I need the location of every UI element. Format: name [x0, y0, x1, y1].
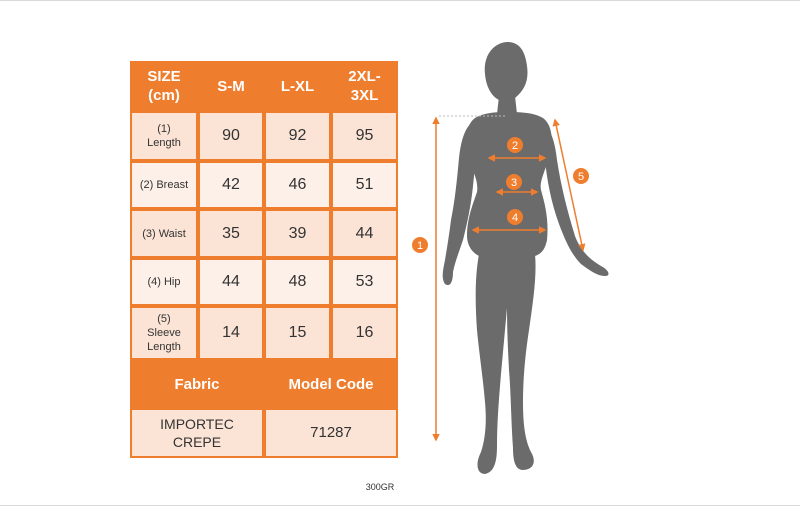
marker-5: [573, 168, 589, 184]
row-label-waist: (3) Waist: [130, 209, 198, 258]
marker-2-label: 2: [511, 140, 519, 152]
fabric-value: IMPORTEC CREPE: [130, 408, 264, 458]
value-hip-2xl-3xl: 53: [331, 258, 398, 306]
value-length-l-xl: 92: [264, 111, 331, 161]
row-label-length: (1) Length: [130, 111, 198, 161]
marker-4-label: 4: [511, 212, 519, 224]
value-breast-2xl-3xl: 51: [331, 161, 398, 209]
woman-silhouette: [443, 42, 609, 474]
model-code-value: 71287: [264, 408, 398, 458]
value-waist-2xl-3xl: 44: [331, 209, 398, 258]
marker-1: [412, 237, 428, 253]
value-sleeve-2xl-3xl: 16: [331, 306, 398, 360]
value-waist-s-m: 35: [198, 209, 264, 258]
marker-3-label: 3: [510, 177, 518, 189]
col-header-s-m: S-M: [198, 61, 264, 111]
col-header-l-xl: L-XL: [264, 61, 331, 111]
fabric-header: Fabric: [130, 360, 264, 408]
value-sleeve-l-xl: 15: [264, 306, 331, 360]
weight-caption: 300GR: [365, 482, 395, 492]
value-breast-s-m: 42: [198, 161, 264, 209]
value-length-s-m: 90: [198, 111, 264, 161]
marker-4: [507, 209, 523, 225]
marker-1-label: 1: [416, 240, 424, 252]
body-silhouette-diagram: [405, 40, 625, 480]
value-length-2xl-3xl: 95: [331, 111, 398, 161]
value-breast-l-xl: 46: [264, 161, 331, 209]
model-code-header: Model Code: [264, 360, 398, 408]
value-waist-l-xl: 39: [264, 209, 331, 258]
value-hip-s-m: 44: [198, 258, 264, 306]
col-header-2xl-3xl: 2XL- 3XL: [331, 61, 398, 111]
marker-2: [507, 137, 523, 153]
row-label-breast: (2) Breast: [130, 161, 198, 209]
value-hip-l-xl: 48: [264, 258, 331, 306]
bottom-border: [0, 505, 800, 506]
row-label-sleeve-length: (5) Sleeve Length: [130, 306, 198, 360]
size-chart-table: [130, 61, 398, 458]
marker-3: [506, 174, 522, 190]
top-border: [0, 0, 800, 1]
size-header: SIZE (cm): [130, 61, 198, 111]
marker-5-label: 5: [577, 171, 585, 183]
row-label-hip: (4) Hip: [130, 258, 198, 306]
value-sleeve-s-m: 14: [198, 306, 264, 360]
